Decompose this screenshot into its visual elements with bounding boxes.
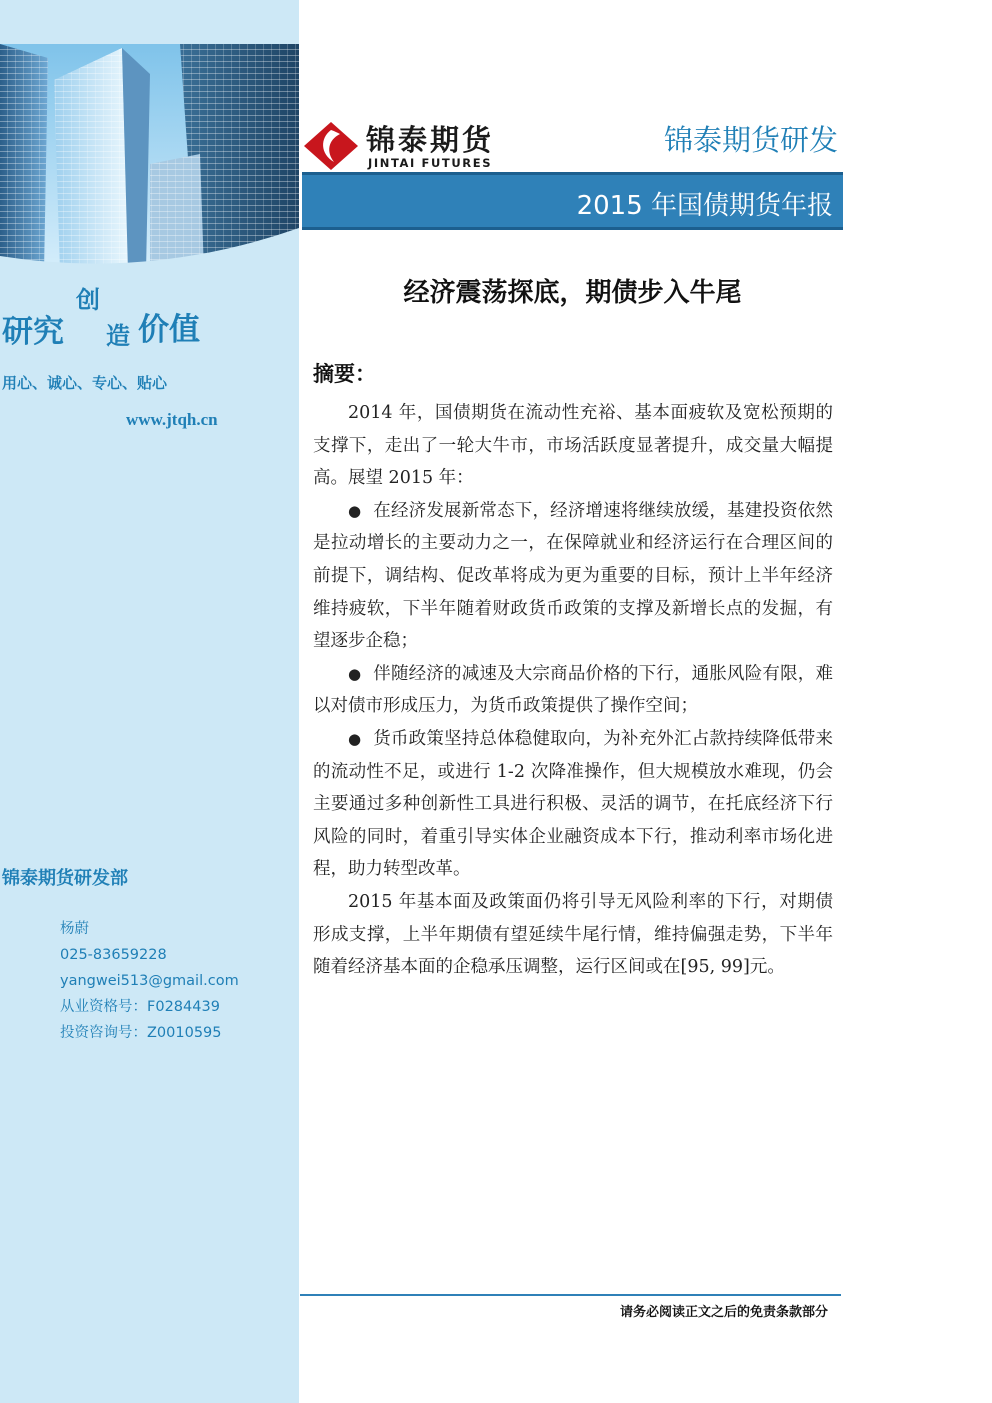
bullet-point: [313, 658, 833, 723]
disclaimer-note: 请务必阅读正文之后的免责条款部分: [619, 1305, 828, 1320]
slogan-part-2: 创: [76, 286, 100, 314]
bullet-icon: [348, 501, 373, 521]
abstract-body: [313, 397, 833, 984]
slogan: [2, 278, 297, 348]
contact-info: [60, 916, 239, 1046]
company-logo: [304, 118, 524, 178]
bullet-icon: [348, 664, 373, 684]
bullet-text: 货币政策坚持总体稳健取向，为补充外汇占款持续降低带来的流动性不足，或进行 1-2 次降准操作，但大规模放水难现，仍会主要通过多种创新性工具进行积极、灵活的调节，在托底经济下行风险的同时，着重引导实体企业融资成本下行，推动利率市场化进程，助力转型改革。: [313, 728, 833, 880]
license-number: 从业资格号：F0284439: [60, 999, 220, 1015]
slogan-part-3: 造: [106, 322, 130, 350]
advisory-number: 投资咨询号：Z0010595: [60, 1025, 222, 1041]
brand-title: 锦泰期货研发: [663, 123, 838, 157]
analyst-name: 杨蔚: [60, 921, 89, 937]
skyscraper-image: [0, 44, 299, 272]
logo-mark-icon: [304, 122, 358, 170]
department-name: 锦泰期货研发部: [2, 868, 128, 889]
phone-number: 025-83659228: [60, 947, 167, 963]
abstract-heading: 摘要：: [313, 362, 376, 386]
bullet-icon: [348, 729, 373, 749]
skyscraper-illustration: [0, 44, 299, 272]
bullet-text: 伴随经济的减速及大宗商品价格的下行，通胀风险有限，难以对债市形成压力，为货币政策提供了操作空间；: [313, 663, 833, 717]
sidebar: [0, 0, 299, 1403]
abstract-paragraph: 2014 年，国债期货在流动性充裕、基本面疲软及宽松预期的支撑下，走出了一轮大牛市，市场活跃度显著提升，成交量大幅提高。展望 2015 年：: [313, 403, 833, 489]
motto: 用心、诚心、专心、贴心: [2, 374, 168, 392]
slogan-part-4: 价值: [138, 312, 200, 348]
page-title: 经济震荡探底，期债步入牛尾: [403, 278, 742, 308]
website-link[interactable]: www.jtqh.cn: [126, 410, 218, 429]
slogan-part-1: 研究: [2, 314, 64, 350]
logo-english-name: JINTAI FUTURES: [368, 156, 493, 170]
footer-divider: [300, 1294, 841, 1296]
logo-chinese-name: 锦泰期货: [366, 123, 495, 157]
report-banner: [302, 172, 843, 230]
abstract-paragraph: 2015 年基本面及政策面仍将引导无风险利率的下行，对期债形成支撑，上半年期债有望延续牛尾行情，维持偏强走势，下半年随着经济基本面的企稳承压调整，运行区间或在[95, 99]元。: [313, 891, 833, 978]
bullet-point: [313, 495, 833, 658]
report-banner-title: 2015 年国债期货年报: [576, 191, 833, 221]
email-address[interactable]: yangwei513@gmail.com: [60, 973, 239, 989]
bullet-point: [313, 723, 833, 886]
bullet-text: 在经济发展新常态下，经济增速将继续放缓，基建投资依然是拉动增长的主要动力之一，在保障就业和经济运行在合理区间的前提下，调结构、促改革将成为更为重要的目标，预计上半年经济维持疲软，下半年随着财政货币政策的支撑及新增长点的发掘，有望逐步企稳；: [313, 500, 833, 652]
